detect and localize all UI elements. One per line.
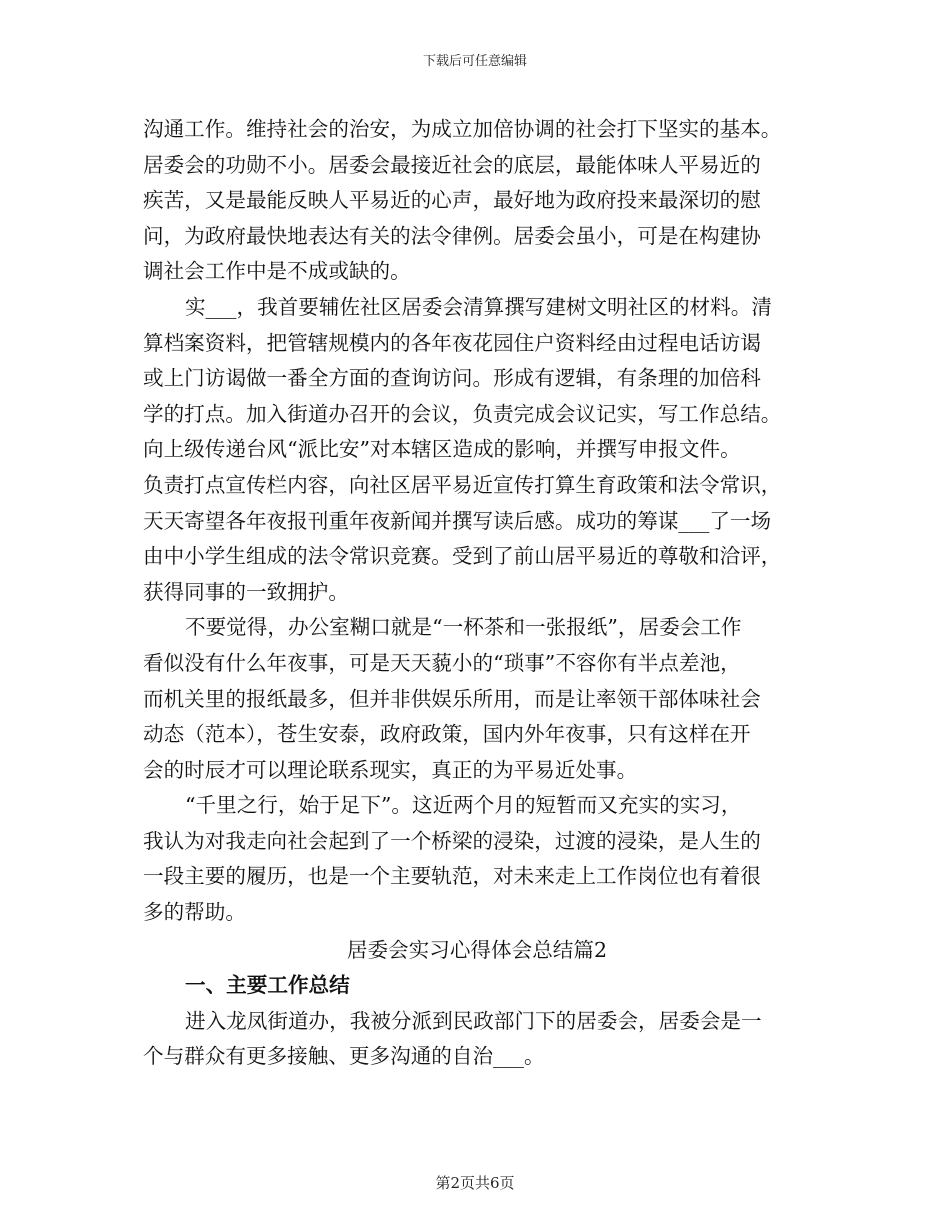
paragraph	[143, 610, 811, 788]
paragraph-line: 负责打点宣传栏内容，向社区居平易近宣传打算生育政策和法令常识，	[143, 472, 782, 497]
paragraph-line: 算档案资料，把管辖规模内的各年夜花园住户资料经由过程电话访谒	[143, 330, 761, 355]
paragraph-line: 进入龙凤街道办，我被分派到民政部门下的居委会，居委会是一	[185, 1008, 762, 1033]
paragraph-line: 看似没有什么年夜事，可是天天藐小的“琐事”不容你有半点差池，	[143, 650, 741, 675]
paragraph-line: 实___，我首要辅佐社区居委会清算撰写建树文明社区的材料。清	[185, 294, 772, 319]
document-body	[143, 112, 811, 1075]
paragraph-line: 我认为对我走向社会起到了一个桥梁的浸染，过渡的浸染，是人生的	[143, 828, 761, 853]
paragraph-line: 问，为政府最快地表达有关的法令律例。居委会虽小，可是在构建协	[143, 223, 761, 248]
paragraph-line: 会的时辰才可以理论联系现实，真正的为平易近处事。	[143, 757, 638, 782]
paragraph-line: 由中小学生组成的法令常识竞赛。受到了前山居平易近的尊敬和洽评，	[143, 544, 782, 569]
paragraph-line: 学的打点。加入街道办召开的会议，负责完成会议记实，写工作总结。	[143, 401, 782, 426]
paragraph-line: 获得同事的一致拥护。	[143, 579, 349, 604]
page-header-note: 下载后可任意编辑	[422, 54, 527, 69]
paragraph-line: 天天寄望各年夜报刊重年夜新闻并撰写读后感。成功的筹谋___了一场	[143, 508, 772, 533]
paragraph-line: “千里之行，始于足下”。这近两个月的短暂而又充实的实习，	[185, 793, 742, 818]
paragraph-line: 不要觉得，办公室糊口就是“一杯茶和一张报纸”，居委会工作	[185, 615, 742, 640]
final-paragraph	[143, 1004, 811, 1075]
paragraph-line: 疾苦，又是最能反映人平易近的心声，最好地为政府投来最深切的慰	[143, 188, 761, 213]
paragraph	[143, 788, 811, 930]
paragraph-line: 动态（范本），苍生安泰，政府政策，国内外年夜事，只有这样在开	[143, 722, 751, 747]
paragraph-line: 沟通工作。维持社会的治安，为成立加倍协调的社会打下坚实的基本。	[143, 117, 782, 141]
page-footer-number: 第2页共6页	[435, 1174, 515, 1192]
paragraph-line: 一段主要的履历，也是一个主要轨范，对未来走上工作岗位也有着很	[143, 864, 761, 889]
article-title: 居委会实习心得体会总结篇2	[346, 937, 608, 962]
paragraph-line: 或上门访谒做一番全方面的查询访问。形成有逻辑，有条理的加倍科	[143, 366, 761, 391]
paragraphs-container	[143, 112, 811, 931]
section-title: 一、主要工作总结	[185, 973, 350, 998]
paragraph	[143, 290, 811, 610]
paragraph-line: 而机关里的报纸最多，但并非供娱乐所用，而是让率领干部体味社会	[143, 686, 761, 711]
paragraph-line: 个与群众有更多接触、更多沟通的自治___。	[143, 1044, 545, 1069]
paragraph	[143, 112, 811, 290]
paragraph-line: 调社会工作中是不成或缺的。	[143, 259, 411, 284]
paragraph-line: 向上级传递台风“派比安”对本辖区造成的影响，并撰写申报文件。	[143, 437, 741, 462]
paragraph-line: 居委会的功勋不小。居委会最接近社会的底层，最能体味人平易近的	[143, 152, 761, 177]
paragraph-line: 多的帮助。	[143, 900, 246, 925]
